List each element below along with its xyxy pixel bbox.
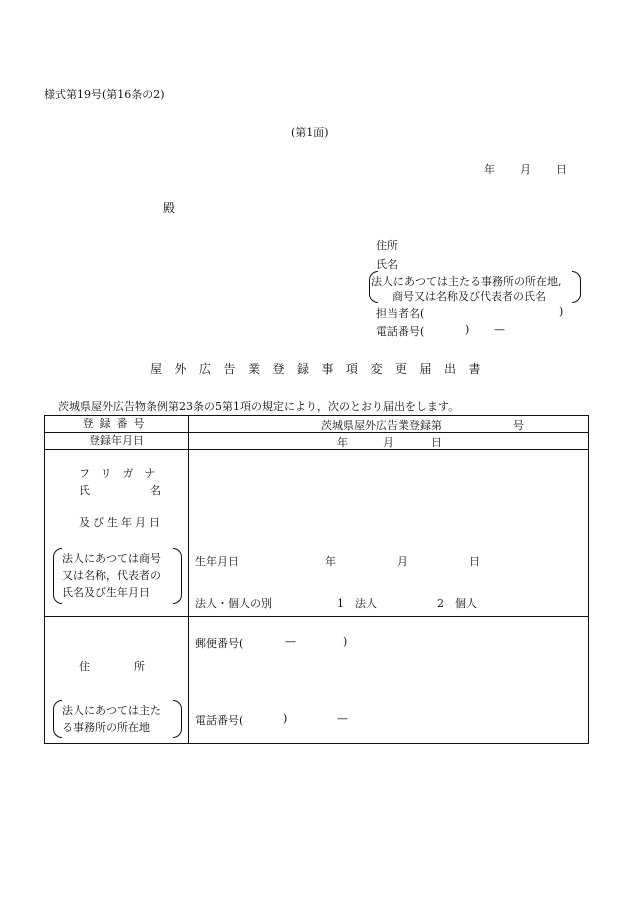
address-phone-dash: — [337, 712, 348, 725]
birth-date-label: 生年月日 [195, 555, 239, 568]
date-year: 年 [484, 163, 495, 176]
address-note-bracket-right [173, 700, 182, 738]
corp-note-line2: 商号又は名称及び代表者の氏名 [392, 290, 546, 303]
reg-number-label-cell [45, 416, 189, 433]
entity-type-label: 法人・個人の別 [195, 597, 272, 610]
corp-name-bracket-right [173, 548, 182, 604]
reg-date-month: 月 [383, 436, 394, 449]
postal-close: ) [343, 635, 348, 648]
reg-date-day: 日 [431, 436, 442, 449]
reg-number-prefix: 茨城県屋外広告業登録第 [321, 419, 442, 432]
phone-close: ) [465, 323, 470, 336]
address-label: 住所 [376, 239, 398, 252]
reg-number-value-cell[interactable] [189, 416, 589, 433]
corp-note-line1: 法人にあつては主たる事務所の所在地, [371, 275, 562, 288]
reg-number-label: 登録番号 [82, 417, 151, 430]
furigana-label: フリガナ [79, 467, 167, 480]
corp-name-note-1: 法人にあつては商号 [62, 552, 161, 565]
entity-option-individual[interactable]: 2 個人 [437, 597, 477, 610]
entity-option-corporation[interactable]: 1 法人 [337, 597, 377, 610]
page-label: (第1面) [291, 126, 329, 139]
form-number: 様式第19号(第16条の2) [44, 88, 165, 101]
address-field-label: 住 所 [79, 660, 145, 673]
reg-date-year: 年 [337, 436, 348, 449]
address-note-bracket-left [53, 700, 62, 738]
birth-date-day: 日 [469, 555, 480, 568]
birth-date-year: 年 [325, 555, 336, 568]
address-note-1: 法人にあつては主た [62, 704, 161, 717]
date-day: 日 [556, 163, 567, 176]
document-title: 屋外広告業登録事項変更届出書 [150, 362, 494, 376]
corp-name-note-2: 又は名称，代表者の [62, 569, 161, 582]
name-label: 氏名 [376, 258, 398, 271]
birth-date-month: 月 [397, 555, 408, 568]
corp-note-bracket-right [572, 271, 581, 303]
name-field-label: 氏名 [79, 484, 221, 497]
address-phone-label: 電話番号( [195, 714, 244, 727]
date-month: 月 [520, 163, 531, 176]
contact-close: ) [559, 305, 564, 318]
address-value-cell[interactable] [189, 617, 589, 744]
corp-name-note-3: 氏名及び生年月日 [62, 586, 150, 599]
birth-label: 及び生年月日 [79, 516, 163, 529]
address-label-cell [45, 617, 189, 744]
reg-number-suffix: 号 [513, 419, 524, 432]
corp-name-bracket-left [53, 548, 62, 604]
intro-text: 茨城県屋外広告物条例第23条の5第1項の規定により，次のとおり届出をします。 [58, 400, 460, 413]
postal-dash: — [285, 635, 296, 648]
postal-label: 郵便番号( [195, 637, 244, 650]
phone-label: 電話番号( [376, 325, 425, 338]
reg-date-label: 登録年月日 [89, 434, 144, 447]
reg-date-label-cell [45, 433, 189, 450]
contact-label: 担当者名( [376, 307, 425, 320]
name-value-cell[interactable] [189, 450, 589, 617]
addressee-suffix: 殿 [163, 201, 176, 215]
reg-date-value-cell[interactable] [189, 433, 589, 450]
address-note-2: る事務所の所在地 [62, 721, 150, 734]
phone-dash: — [494, 323, 505, 336]
name-label-cell [45, 450, 221, 617]
change-form-table [44, 415, 589, 744]
address-phone-close: ) [283, 712, 288, 725]
